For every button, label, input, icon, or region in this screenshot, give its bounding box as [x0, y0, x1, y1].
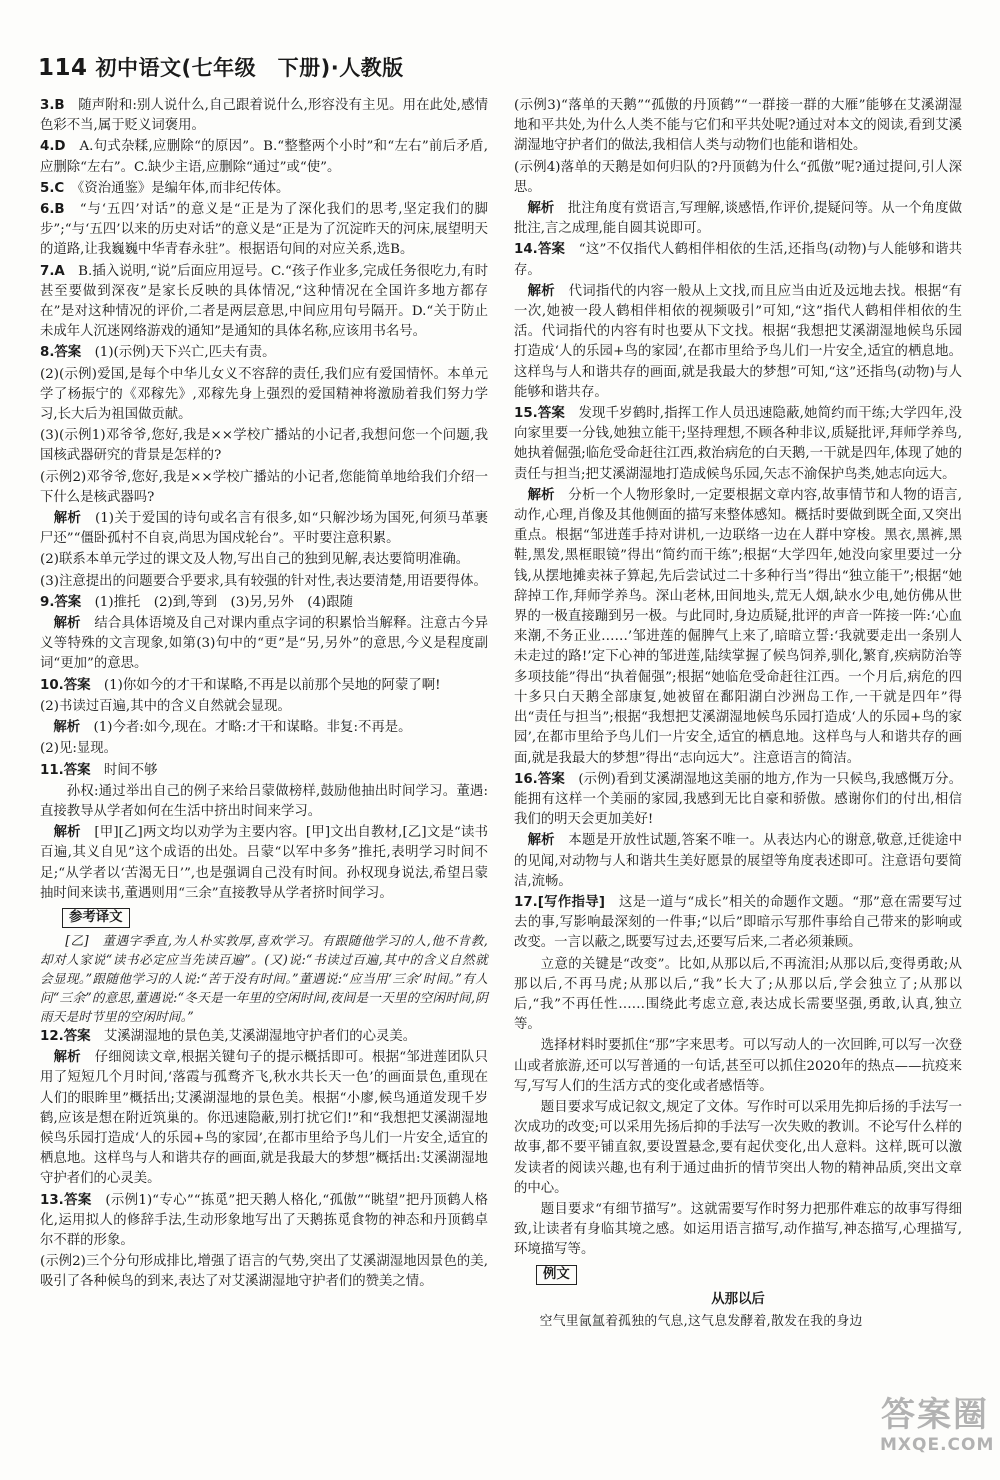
answer-paragraph: [514, 158, 962, 198]
answer-label: 解析: [514, 283, 555, 299]
answer-paragraph: [40, 823, 488, 904]
answer-label: 17.[写作指导]: [514, 894, 605, 910]
answer-paragraph: [514, 1098, 962, 1199]
answer-label: 16.答案: [514, 771, 565, 787]
section-label-box: 参考译文: [62, 908, 130, 928]
answer-text: 题目要求写成记叙文,规定了文体。写作时可以采用先抑后扬的手法写一次成功的改变;可以采用先扬后抑的手法写一次失败的教训。不论写什么样的故事,都不要平铺直叙,要设置悬念,要有起伏变化,出人意料。这样,既可以激发读者的阅读兴趣,也有利于通过曲折的情节突出人物的精神品质,突出文章的中心。: [514, 1099, 962, 1196]
right-column: [514, 96, 962, 1333]
answer-text: [乙] 董遇字季直,为人朴实敦厚,喜欢学习。有跟随他学习的人,他不肯教,却对人家说“读书必定应当先读百遍”。(又)说:“书读过百遍,其中的含义自然就会显现。”跟随他学习的人说:“苦于没有时间。”董遇说:“应当用‘三余’时间。”有人问“三余”的意思,董遇说:“冬天是一年里的空闲时间,夜间是一天里的空闲时间,阴雨天是时节里的空闲时间。”: [40, 932, 488, 1024]
answer-paragraph: [40, 676, 488, 696]
answer-text: (3)(示例1)邓爷爷,您好,我是××学校广播站的小记者,我想问您一个问题,我国核武器研究的背景是怎样的?: [40, 428, 488, 464]
answer-text: “与‘五四’对话”的意义是“正是为了深化我们的思考,坚定我们的脚步”;“与‘五四’以来的历史对话”的意义是“正是为了沉淀昨天的河床,展望明天的道路,让我巍巍中华青春永驻”。根据语句间的对应关系,选B。: [40, 202, 488, 258]
answer-label: 10.答案: [40, 677, 91, 693]
answer-text: 代词指代的内容一般从上文找,而且应当由近及远地去找。根据“有一次,她被一段人鹤相伴相依的视频吸引”可知,“这”指代人鹤相伴相依的生活。代词指代的内容有时也要从下文找。根据“我想把艾溪湖湿地候鸟乐园打造成‘人的乐园+鸟的家园’,在都市里给予鸟儿们一片安全,适宜的栖息地。这样鸟与人和谐共存的画面,就是我最大的梦想”可知,“这”还指鸟(动物)与人能够和谐共存。: [514, 283, 962, 400]
answer-paragraph: [514, 199, 962, 239]
answer-text: (2)联系本单元学过的课文及人物,写出自己的独到见解,表达要简明准确。: [40, 552, 470, 568]
answer-text: (1)(示例)天下兴亡,匹夫有责。: [81, 345, 276, 361]
answer-paragraph: [40, 365, 488, 426]
answer-paragraph: [514, 96, 962, 157]
answer-label: 12.答案: [40, 1028, 91, 1044]
answer-text: 分析一个人物形象时,一定要根据文章内容,故事情节和人物的语言,动作,心理,肖像及其他侧面的描写来整体感知。概括时要做到既全面,又突出重点。根据“邹进莲手持对讲机,一边联络一边在人群中穿梭。黑衣,黑裤,黑鞋,黑发,黑框眼镜”得出“简约而干练”;根据“大学四年,她没向家里要过一分钱,从摆地摊卖袜子算起,先后尝试过二十多种行当”得出“独立能干”;根据“她辞掉工作,拜师学养鸟。深山老林,田间地头,荒无人烟,缺水少电,她仿佛从世界的一极直接蹦到另一极。与此同时,身边质疑,批评的声音一阵接一阵:‘心血来潮,不务正业……’邹进莲的倔脾气上来了,暗暗立誓:‘我就要走出一条别人未走过的路!’定下心神的邹进莲,陆续掌握了候鸟饲养,驯化,繁育,疾病防治等多项技能”得出“执着倔强”;根据“她临危受命赶往江西。一个月后,病危的四十多只白天鹅全部康复,她被留在鄱阳湖白沙洲岛工作,一干就是四年”得出“责任与担当”;根据“我想把艾溪湖湿地候鸟乐园打造成‘人的乐园+鸟的家园’,在都市里给予鸟儿们一片安全,适宜的栖息地。这样鸟与人和谐共存的画面,就是我最大的梦想”得出“志向远大”。注意语言的简洁。: [514, 487, 962, 766]
answer-label: 15.答案: [514, 406, 565, 422]
answer-paragraph: [514, 770, 962, 831]
answer-text: (1)关于爱国的诗句或名言有很多,如“只解沙场为国死,何须马革裹尸还”“僵卧孤村不自哀,尚思为国戍轮台”。平时要注意积累。: [40, 511, 489, 547]
answer-paragraph: [40, 343, 488, 363]
answer-text: 《资治通鉴》是编年体,而非纪传体。: [64, 180, 290, 196]
answer-label: 解析: [40, 1050, 81, 1066]
answer-paragraph: [514, 955, 962, 1036]
answer-label: 解析: [40, 511, 82, 527]
answer-label: 解析: [514, 833, 555, 849]
answer-text: (1)推托 (2)到,等到 (3)另,另外 (4)跟随: [81, 594, 354, 610]
page-header: [38, 52, 404, 82]
answer-label: 9.答案: [40, 594, 82, 610]
answer-paragraph: [40, 697, 488, 717]
answer-text: 发现千岁鹤时,指挥工作人员迅速隐蔽,她简约而干练;大学四年,没向家里要一分钱,她独立能干;坚持理想,不顾各种非议,质疑批评,拜师学养鸟,她执着倔强;临危受命赶往江西,救治病危的白天鹅,一干就是四年,体现了她的责任与担当;把艾溪湖湿地打造成候鸟乐园,矢志不渝保护鸟类,她志向远大。: [514, 406, 962, 482]
answer-label: 解析: [40, 720, 81, 736]
answer-text: 仔细阅读文章,根据关键句子的提示概括即可。根据“邹进莲团队只用了短短几个月时间,‘落霞与孤鹜齐飞,秋水共长天一色’的画面景色,重现在人们的眼眸里”概括出;艾溪湖湿地的景色美。根据“小廖,候鸟通道发现千岁鹤,应该是想在附近筑巢的。你迅速隐蔽,别打扰它们!”和“我想把艾溪湖湿地候鸟乐园打造成‘人的乐园+鸟的家园’,在都市里给予鸟儿们一片安全,适宜的栖息地。这样鸟与人和谐共存的画面,就是我最大的梦想”概括出:艾溪湖湿地守护者们的心灵美。: [40, 1050, 488, 1187]
answer-paragraph: [514, 831, 962, 892]
watermark-logo: 答案圈: [881, 1395, 989, 1435]
answer-text: 这是一道与“成长”相关的命题作文题。“那”意在需要写过去的事,写影响最深刻的一件事;“以后”即暗示写那件事给自己带来的影响或改变。一言以蔽之,既要写过去,还要写后来,二者必须兼顾。: [514, 894, 962, 951]
answer-text: 孙权:通过举出自己的例子来给吕蒙做榜样,鼓励他抽出时间学习。董遇:直接教导从学者如何在生活中挤出时间来学习。: [40, 783, 488, 819]
answer-paragraph: [40, 96, 488, 136]
essay-title: 从那以后: [711, 1291, 765, 1307]
answer-label: 解析: [514, 201, 555, 217]
section-label: [40, 905, 488, 931]
answer-paragraph: [40, 179, 488, 199]
answer-paragraph: [40, 931, 488, 1026]
book-title: 初中语文(七年级 下册)·人教版: [95, 56, 404, 80]
answer-text: A.句式杂糅,应删除“的原因”。B.“整整两个小时”和“左右”前后矛盾,应删除“左右”。C.缺少主语,应删除“通过”或“使”。: [40, 139, 488, 175]
answer-text: (2)书读过百遍,其中的含义自然就会显现。: [40, 698, 291, 714]
answer-text: (示例4)落单的天鹅是如何归队的?丹顶鹤为什么“孤傲”呢?通过提问,引人深思。: [514, 159, 962, 195]
answer-paragraph: [40, 593, 488, 613]
answer-paragraph: [514, 1312, 962, 1332]
answer-paragraph: [514, 282, 962, 403]
answer-text: 随声附和:别人说什么,自己跟着说什么,形容没有主见。用在此处,感情色彩不当,属于贬义词褒用。: [40, 98, 488, 134]
answer-text: 空气里氤氲着孤独的气息,这气息发酵着,散发在我的身边: [539, 1313, 863, 1329]
answer-paragraph: [40, 1027, 488, 1047]
page-number: 114: [38, 55, 88, 81]
answer-paragraph: [40, 426, 488, 466]
answer-text: 时间不够: [90, 762, 158, 778]
answer-paragraph: [514, 240, 962, 280]
answer-text: 批注角度有赏语言,写理解,谈感悟,作评价,提疑问等。从一个角度做批注,言之成理,能自圆其说即可。: [514, 201, 962, 237]
answer-text: (示例)看到艾溪湖湿地这美丽的地方,作为一只候鸟,我感慨万分。能拥有这样一个美丽的家园,我感到无比自豪和骄傲。感谢你们的付出,相信我们的明天会更加美好!: [514, 771, 962, 828]
answer-paragraph: [40, 1252, 488, 1292]
answer-label: 解析: [514, 487, 555, 503]
answer-label: 5.C: [40, 180, 65, 196]
answer-paragraph: [40, 200, 488, 261]
answer-paragraph: [514, 893, 962, 954]
answer-text: (2)见:显现。: [40, 741, 118, 757]
answer-paragraph: [40, 718, 488, 738]
answer-text: (示例2)邓爷爷,您好,我是××学校广播站的小记者,您能简单地给我们介绍一下什么是核武器吗?: [40, 469, 488, 505]
answer-label: 13.答案: [40, 1192, 92, 1208]
answer-text: (2)(示例)爱国,是每个中华儿女义不容辞的责任,我们应有爱国情怀。本单元学了杨振宁的《邓稼先》,邓稼先身上强烈的爱国精神将激励着我们努力学习,长大后为祖国做贡献。: [40, 366, 488, 423]
answer-paragraph: [40, 572, 488, 592]
watermark: [880, 1395, 995, 1475]
answer-text: 题目要求“有细节描写”。这就需要写作时努力把那件难忘的故事写得细致,让读者有身临其境之感。如运用语言描写,动作描写,神态描写,心理描写,环境描写等。: [514, 1201, 962, 1258]
answer-paragraph: [40, 468, 488, 508]
answer-text: 选择材料时要抓住“那”字来思考。可以写动人的一次回眸,可以写一次登山或者旅游,还可以写普通的一句话,甚至可以抓住2020年的热点——抗疫来写,写写人们的生活方式的变化或者感悟等。: [514, 1038, 962, 1094]
answer-text: (示例1)“专心”“拣觅”把天鹅人格化,“孤傲”“眺望”把丹顶鹤人格化,运用拟人的修辞手法,生动形象地写出了天鹅拣觅食物的神态和丹顶鹤卓尔不群的形象。: [40, 1192, 488, 1248]
answer-paragraph: [40, 550, 488, 570]
watermark-url: MXQE.COM: [880, 1435, 995, 1455]
answer-text: “这”不仅指代人鹤相伴相依的生活,还指鸟(动物)与人能够和谐共存。: [514, 242, 962, 278]
answer-paragraph: [40, 614, 488, 675]
answer-paragraph: [514, 1036, 962, 1097]
answer-paragraph: [40, 761, 488, 781]
answer-label: 8.答案: [40, 345, 82, 361]
answer-text: (示例3)“落单的天鹅”“孤傲的丹顶鹤”“一群接一群的大雁”能够在艾溪湖湿地和平共处,为什么人类不能与它们和平共处呢?通过对本文的阅读,看到艾溪湖湿地守护者们的做法,我相信人类与动物们也能和谐相处。: [514, 98, 962, 154]
answer-text: B.插入说明,“说”后面应用逗号。C.“孩子作业多,完成任务很吃力,有时甚至要做到深夜”是家长反映的具体情况,“这种情况在全国许多地方都存在”是对这种情况的评价,二者是两层意思,中间应用句号隔开。D.“关于防止未成年人沉迷网络游戏的通知”是通知的具体名称,应该用书名号。: [40, 263, 488, 340]
answer-label: 6.B: [40, 202, 65, 218]
answer-paragraph: [40, 1048, 488, 1189]
answer-paragraph: [514, 1200, 962, 1261]
answer-text: 立意的关键是“改变”。比如,从那以后,不再流泪;从那以后,变得勇敢;从那以后,不再马虎;从那以后,“我”长大了;从那以后,学会独立了;从那以后,“我”不再任性……围绕此考虑立意,表达成长需要坚强,勇敢,认真,独立等。: [514, 956, 962, 1033]
answer-text: 本题是开放性试题,答案不唯一。从表达内心的谢意,敬意,迁徙途中的见闻,对动物与人和谐共生美好愿景的展望等角度表述即可。注意语句要简洁,流畅。: [514, 833, 962, 889]
answer-text: 艾溪湖湿地的景色美,艾溪湖湿地守护者们的心灵美。: [90, 1028, 417, 1044]
answer-text: [甲][乙]两文均以劝学为主要内容。[甲]文出自教材,[乙]文是“读书百遍,其义自见”这个成语的出处。吕蒙“以军中多务”推托,表明学习时间不足;“从学者以‘苦渴无日’”,也是强调自己没有时间。孙权现身说法,希望吕蒙抽时间来读书,董遇则用“三余”直接教导从学者挤时间学习。: [40, 825, 489, 901]
answer-label: 14.答案: [514, 242, 566, 258]
answer-label: 3.B: [40, 98, 65, 113]
answer-paragraph: [40, 509, 488, 549]
answer-paragraph: [40, 739, 488, 759]
answer-paragraph: [514, 404, 962, 485]
answer-text: 结合具体语境及自己对课内重点字词的积累恰当解释。注意古今异义等特殊的文言现象,如第(3)句中的“更”是“另,另外”的意思,今义是程度副词“更加”的意思。: [40, 616, 489, 672]
answer-label: 7.A: [40, 263, 65, 279]
answer-paragraph: [40, 137, 488, 177]
answer-label: 4.D: [40, 139, 66, 155]
answer-text: (示例2)三个分句形成排比,增强了语言的气势,突出了艾溪湖湿地因景色的美,吸引了各种候鸟的到来,表达了对艾溪湖湿地守护者们的赞美之情。: [40, 1254, 488, 1290]
answer-paragraph: [40, 782, 488, 822]
section-label: [514, 1262, 962, 1288]
answer-label: 解析: [40, 825, 81, 841]
left-column: [40, 96, 488, 1294]
section-label-box: 例文: [536, 1265, 577, 1285]
answer-paragraph: [514, 486, 962, 769]
answer-text: (1)今者:如今,现在。才略:才干和谋略。非复:不再是。: [80, 720, 412, 736]
answer-label: 11.答案: [40, 762, 91, 778]
answer-text: (1)你如今的才干和谋略,不再是以前那个吴地的阿蒙了啊!: [90, 677, 441, 693]
answer-label: 解析: [40, 616, 81, 632]
answer-paragraph: [40, 1191, 488, 1252]
answer-paragraph: [40, 262, 488, 343]
answer-text: (3)注意提出的问题要合乎要求,具有较强的针对性,表达要清楚,用语要得体。: [40, 573, 487, 589]
